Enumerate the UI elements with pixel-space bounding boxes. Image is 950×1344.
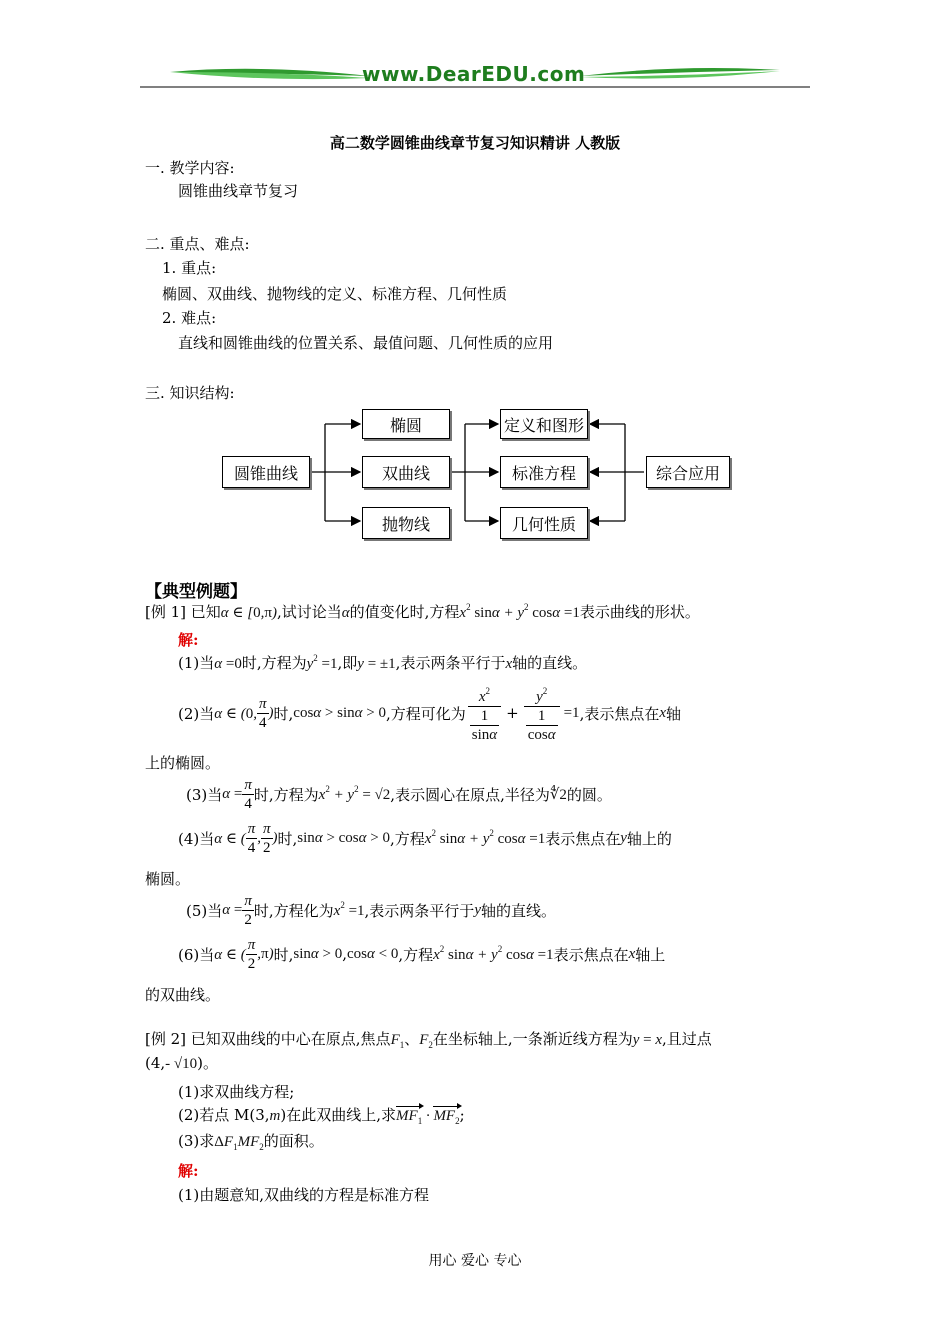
question-3: (3)求$\Delta F_1MF_2$的面积。 (178, 1132, 324, 1152)
diagram-node-hyperbola: 双曲线 (362, 456, 450, 488)
diagram-node-ellipse: 椭圆 (362, 409, 450, 439)
solution-label-2: 解: (178, 1162, 199, 1180)
page-footer: 用心 爱心 专心 (428, 1253, 522, 1269)
example-1-statement: [例 1] 已知α ∈ [0,π),试讨论当α的值变化时,方程$x^2$ $\sin\alpha + y^2$ cosα =1表示曲线的形状。 (145, 602, 700, 621)
section-1-heading: 一. 教学内容: (145, 159, 235, 177)
examples-heading: 【典型例题】 (145, 582, 247, 602)
case-1: (1)当α =0时,方程为$y^2 =1$,即y = ±1,表示两条平行于x轴的直线。 (178, 653, 588, 672)
diagram-node-standard-eq: 标准方程 (500, 456, 588, 488)
point-2-text: 直线和圆锥曲线的位置关系、最值问题、几何性质的应用 (178, 334, 554, 352)
section-2-heading: 二. 重点、难点: (145, 235, 250, 253)
diagram-node-parabola: 抛物线 (362, 507, 450, 539)
case-6-cont: 的双曲线。 (145, 986, 221, 1004)
diagram-connectors (0, 0, 950, 560)
case-6: (6)当 α ∈ ( $\frac{\pi}{2}$ ,π) 时, sinα > 0 , cosα < 0 ,方程 $x^2$ $\sin\alpha + y^2$ cosα =1 表示焦点在 x 轴上 (178, 936, 666, 972)
case-2-cont: 上的椭圆。 (145, 754, 221, 772)
section-3-heading: 三. 知识结构: (145, 384, 235, 402)
case-4: (4)当 α ∈ ( $\frac{\pi}{4}$ , $\frac{\pi}{2}$ ) 时, sinα > cosα > 0 ,方程 $x^2$ $\sin\alpha + y^2$ cosα =1 表示焦点在 y 轴上的 (178, 820, 672, 856)
point-1-label: 1. 重点: (162, 259, 217, 277)
question-1: (1)求双曲线方程; (178, 1083, 295, 1101)
solution-label-1: 解: (178, 631, 199, 649)
page-title: 高二数学圆锥曲线章节复习知识精讲 人教版 (329, 134, 621, 152)
diagram-node-definition: 定义和图形 (500, 409, 588, 439)
point-2-label: 2. 难点: (162, 309, 217, 327)
logo-text: www.DearEDU.com (362, 62, 586, 86)
point-1-text: 椭圆、双曲线、抛物线的定义、标准方程、几何性质 (162, 285, 508, 303)
diagram-node-geometry: 几何性质 (500, 507, 588, 539)
diagram-node-application: 综合应用 (646, 456, 730, 488)
case-3: (3)当 α = $\frac{\pi}{4}$ 时,方程为 $x^2 + y^2 = √2$ ,表示圆心在原点,半径为 ∜2 的圆。 (186, 776, 612, 812)
solution-2-step-1: (1)由题意知,双曲线的方程是标准方程 (178, 1186, 430, 1204)
case-4-cont: 椭圆。 (145, 870, 191, 888)
section-1-content: 圆锥曲线章节复习 (178, 182, 299, 200)
example-2-line-2: (4,- √10)。 (145, 1054, 219, 1072)
diagram-node-root: 圆锥曲线 (222, 456, 310, 488)
question-2: (2)若点 M(3,m)在此双曲线上,求$MF_1 \cdot MF_2$; (178, 1106, 465, 1126)
case-2: (2)当 α ∈ (0, $\frac{\pi}{4}$ ) 时, cosα > sinα > 0 ,方程可化为 $\frac{x^2}{\frac{1}{\sin\alpha}}$ + $\frac{y^2}{\frac{1}{\cos\alpha}}$ =1 ,表示焦点在 x 轴 (178, 678, 681, 748)
case-5: (5)当 α = $\frac{\pi}{2}$ 时,方程化为 $x^2 =1$ ,表示两条平行于 y 轴的直线。 (186, 892, 556, 928)
example-2-line-1: [例 2] 已知双曲线的中心在原点,焦点$F_1$、$F_2$在坐标轴上,一条渐近线方程为y = x,且过点 (145, 1030, 712, 1050)
